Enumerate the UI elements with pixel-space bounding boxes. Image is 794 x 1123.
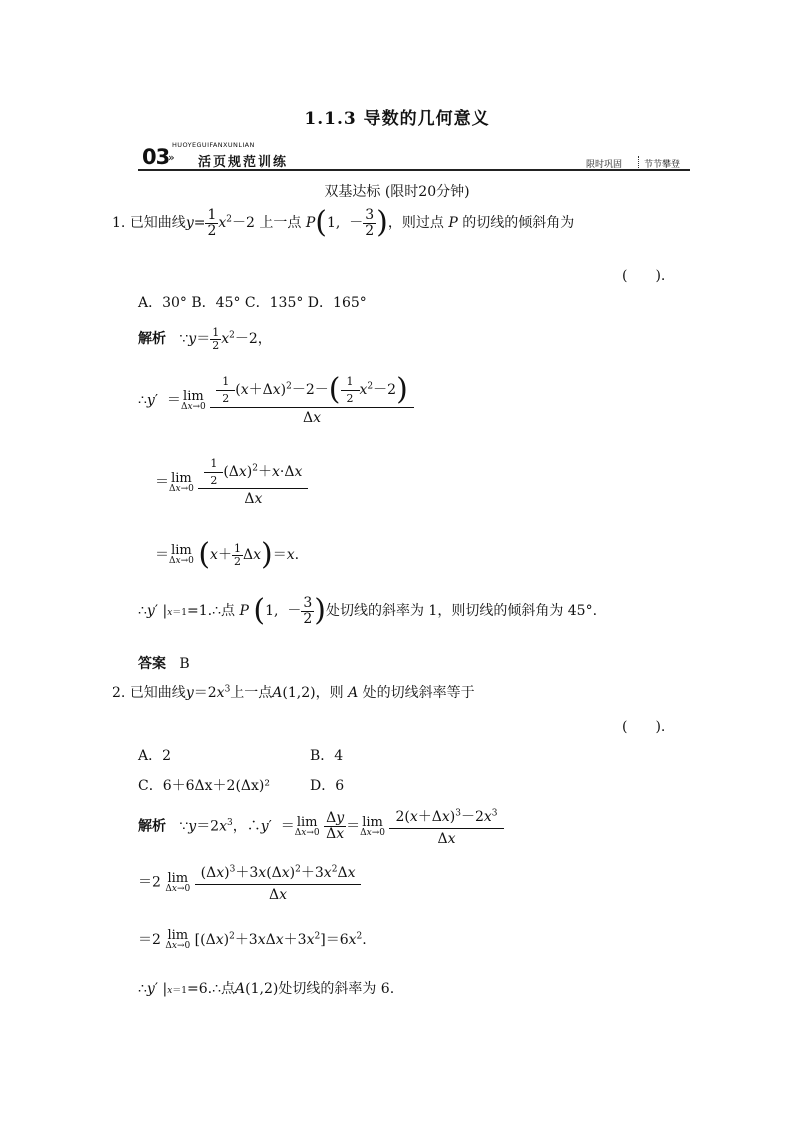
q2-option-c: C．6＋6Δx＋2(Δx)² <box>138 778 270 794</box>
q1-analysis-label: 解析 <box>138 331 166 348</box>
q1-analysis-line1: 解析 ∵y＝ $\frac{1}{2}$ $x^2-2$， <box>138 326 272 352</box>
banner-rule <box>138 169 690 171</box>
q2-bracket: ( ). <box>622 719 666 735</box>
q1-analysis-line2: ∴y′ ＝ lim Δx→0 $\frac{1}{2}$ $(x+\Delta x)^2-2-$( $\frac{1}{2}$ $x^2-2$) Δx <box>138 375 414 426</box>
q2-analysis-line1: 解析 $\because y=2x^3$，∴y′ ＝ lim Δx→0 $\frac{\Delta y}{\Delta x}$ ＝ lim Δx→0 $\frac{2(x+\Delta x)^3-2x^3}{\Delta x}$ <box>138 806 504 847</box>
banner-right-left: 限时巩固 <box>586 160 623 170</box>
section-banner <box>138 139 690 172</box>
subtitle: 双基达标 (限时20分钟) <box>324 184 470 200</box>
q1-bracket: ( ). <box>622 268 666 284</box>
q2-analysis-line2: ＝2 lim Δx→0 $\frac{(\Delta x)^3+3x(\Delta x)^2+3x^2\Delta x}{\Delta x}$ <box>138 862 361 903</box>
page-title: 1.1.3 导数的几何意义 <box>304 109 490 129</box>
q1-stem: 1. 已知曲线y= $\frac{1}{2}$ $x^2-2$ 上一点 P(1, － $\frac{3}{2}$ )，则过点 P 的切线的倾斜角为 <box>112 205 575 241</box>
q1-conclusion: ∴y′ |x＝1=1.∴点 P (1, － $\frac{3}{2}$ )处切线的斜率为 1，则切线的倾斜角为 45°. <box>138 593 598 629</box>
q1-analysis-line3: ＝ lim Δx→0 $\frac{1}{2}$ $(\Delta x)^2+x\cdot\Delta x$ Δx <box>155 458 308 507</box>
banner-separator <box>638 156 639 168</box>
q2-number: 2. <box>112 685 126 701</box>
q1-options: A．30° B．45° C．135° D．165° <box>138 295 367 311</box>
q2-option-a: A．2 <box>138 748 172 764</box>
q1-number: 1. <box>112 215 126 232</box>
q2-option-b: B．4 <box>310 748 344 764</box>
q1-answer-value: B <box>179 656 190 672</box>
section-name: 活页规范训练 <box>198 155 289 170</box>
q1-answer-label: 答案 <box>138 656 166 672</box>
q2-stem: 2. 已知曲线$y=2x^3$上一点A(1,2)，则 A 处的切线斜率等于 <box>112 684 475 701</box>
banner-right-right: 节节攀登 <box>644 160 681 170</box>
q2-analysis-label: 解析 <box>138 818 166 835</box>
section-pinyin: HUOYEGUIFANXUNLIAN <box>172 141 255 149</box>
q2-conclusion: ∴y′ |x＝1=6.∴点A(1,2)处切线的斜率为 6. <box>138 981 395 997</box>
chevron-icon: » <box>168 151 175 164</box>
q1-answer <box>138 653 190 673</box>
q2-analysis-line3: ＝2 lim Δx→0 $[(\Delta x)^2+3x\Delta x+3x^2]=6x^2$. <box>138 928 367 951</box>
section-number: 03 <box>142 145 170 169</box>
q2-option-d: D．6 <box>310 778 345 794</box>
q1-analysis-line4: ＝ lim Δx→0 (x＋ $\frac{1}{2}$ Δx)＝x. <box>155 537 300 572</box>
